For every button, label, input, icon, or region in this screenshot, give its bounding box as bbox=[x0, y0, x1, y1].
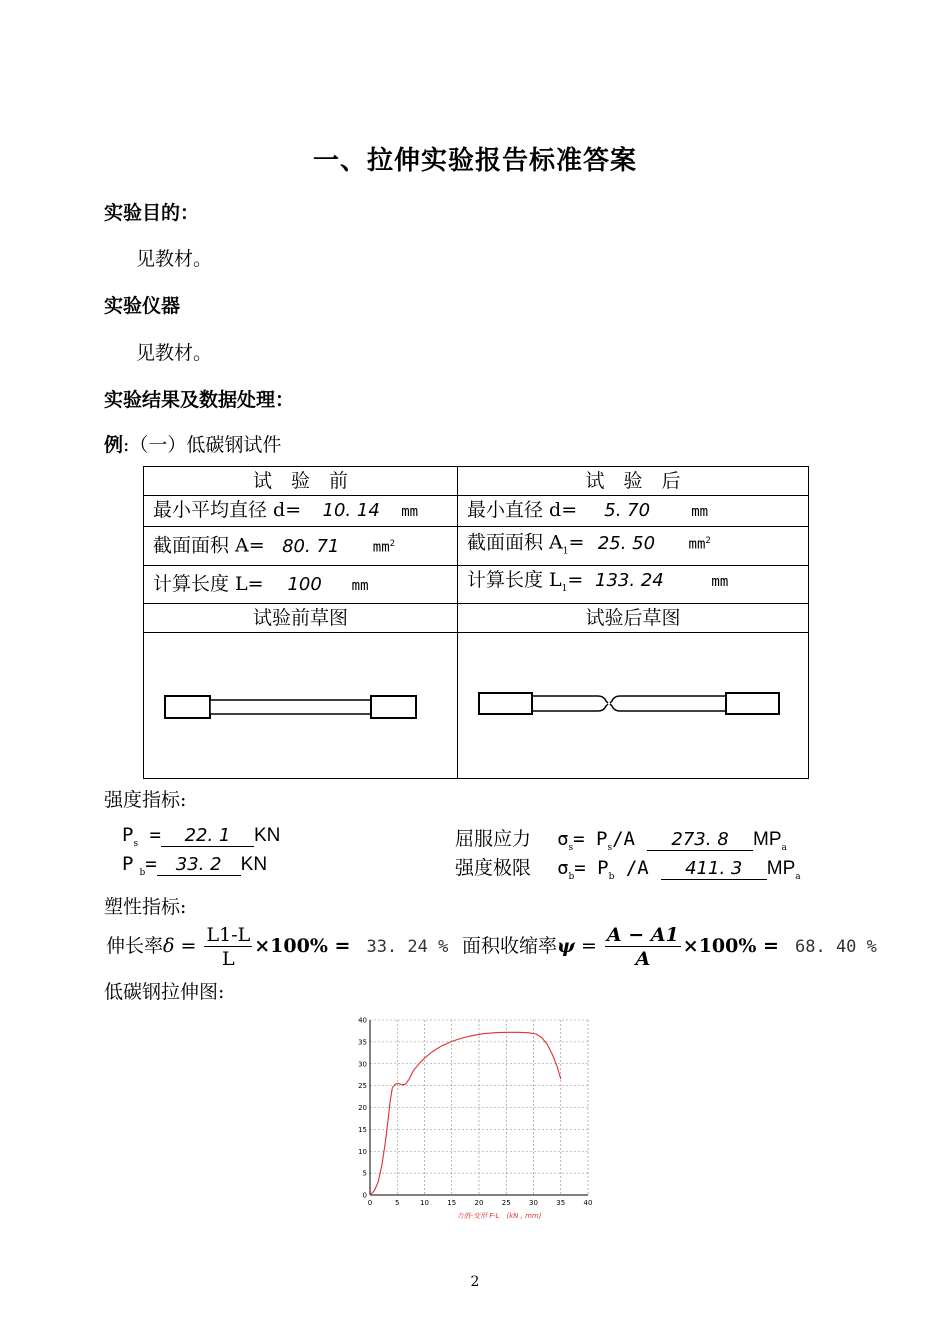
ultimate-label: 强度极限 bbox=[455, 857, 532, 879]
grip-left bbox=[479, 693, 532, 714]
sketch-before-cell bbox=[144, 633, 458, 779]
area-after-value: 25. 50 bbox=[597, 532, 656, 554]
sketch-after-specimen bbox=[458, 633, 808, 778]
length-before-unit: mm bbox=[351, 577, 369, 594]
y-tick-label: 0 bbox=[362, 1191, 367, 1200]
reduction-denominator: A bbox=[635, 947, 651, 970]
diameter-after-unit: mm bbox=[691, 504, 709, 520]
pb-symbol: P bbox=[122, 853, 134, 875]
grip-right bbox=[726, 693, 779, 714]
area-before-unit bbox=[373, 530, 395, 562]
ultimate-value: 411. 3 bbox=[661, 859, 767, 880]
yield-label: 屈服应力 bbox=[455, 828, 532, 850]
series-line-F-L bbox=[370, 1032, 561, 1195]
x-tick-label: 15 bbox=[447, 1199, 457, 1207]
x-tick-label: 40 bbox=[583, 1199, 592, 1207]
ultimate-sigma: σ bbox=[557, 857, 569, 879]
length-after-sub: 1 bbox=[561, 584, 568, 595]
ultimate-psub: b bbox=[608, 871, 615, 882]
diameter-before-value: 10. 14 bbox=[322, 500, 380, 521]
ultimate-formula: = P bbox=[574, 857, 609, 879]
ps-value: 22. 1 bbox=[161, 826, 254, 847]
pb-eq: = bbox=[145, 853, 157, 875]
x-tick-label: 0 bbox=[367, 1199, 373, 1207]
yield-line bbox=[455, 824, 787, 853]
area-after-label: 截面面积 A bbox=[467, 531, 563, 554]
y-tick-label: 30 bbox=[358, 1060, 367, 1069]
area-before-unit-sup: 2 bbox=[389, 539, 396, 550]
ultimate-unit: MP bbox=[766, 858, 796, 879]
example-label bbox=[104, 430, 281, 457]
elongation-numerator: L1-L bbox=[206, 923, 251, 946]
area-before-unit-text: mm bbox=[372, 540, 390, 557]
diameter-after-value: 5. 70 bbox=[604, 500, 651, 521]
reduction-numerator: A − A1 bbox=[606, 923, 679, 946]
yield-unit-sub: a bbox=[781, 842, 787, 853]
pb-unit: KN bbox=[240, 854, 268, 875]
page-number: 2 bbox=[470, 1274, 480, 1290]
y-tick-label: 25 bbox=[358, 1082, 367, 1091]
x-tick-label: 30 bbox=[529, 1199, 538, 1207]
elongation-label: 伸长率 bbox=[106, 935, 164, 957]
length-after-unit: mm bbox=[711, 574, 729, 591]
length-before-label: 计算长度 L= bbox=[153, 572, 264, 595]
grip-left bbox=[165, 696, 210, 718]
neck-bottom bbox=[532, 704, 726, 711]
example-text: :（一）低碳钢试件 bbox=[123, 434, 282, 456]
page-title: 一、拉伸实验报告标准答案 bbox=[312, 146, 637, 176]
pb-value: 33. 2 bbox=[157, 855, 241, 876]
ultimate-line bbox=[455, 853, 801, 882]
tensile-curve-chart bbox=[352, 1012, 592, 1222]
reduction-eq: = bbox=[580, 935, 597, 957]
instrument-heading: 实验仪器 bbox=[104, 295, 181, 317]
ps-unit: KN bbox=[253, 825, 281, 846]
chart-series bbox=[370, 1032, 561, 1195]
yield-sigma: σ bbox=[557, 828, 569, 850]
ps-sub: s bbox=[133, 838, 139, 849]
elongation-factor: ×100% = bbox=[254, 935, 351, 957]
ultimate-unit-sub: a bbox=[795, 871, 801, 882]
area-after-unit-text: mm bbox=[688, 536, 706, 553]
instrument-text: 见教材。 bbox=[136, 342, 213, 364]
elongation-formula bbox=[106, 918, 448, 974]
diameter-before-label: 最小平均直径 d= bbox=[153, 499, 302, 521]
pb-sub: b bbox=[139, 867, 146, 878]
row-diameter-before bbox=[144, 496, 458, 527]
y-tick-label: 15 bbox=[358, 1125, 367, 1134]
elongation-value: 33. 24 % bbox=[366, 937, 449, 957]
length-before-value: 100 bbox=[287, 573, 322, 595]
y-tick-label: 35 bbox=[358, 1038, 367, 1047]
header-after: 试 验 后 bbox=[458, 467, 809, 496]
yield-psub: s bbox=[607, 842, 613, 853]
ps-eq: = bbox=[138, 824, 161, 846]
yield-div: /A bbox=[612, 828, 635, 850]
length-after-eq: = bbox=[567, 569, 584, 592]
ps-line bbox=[122, 824, 280, 849]
elongation-eq: = bbox=[180, 935, 197, 957]
yield-sub: s bbox=[568, 842, 574, 853]
purpose-heading: 实验目的： bbox=[104, 202, 200, 224]
sketch-after-cell bbox=[458, 633, 809, 779]
length-after-label: 计算长度 L bbox=[467, 569, 562, 592]
purpose-text: 见教材。 bbox=[136, 248, 213, 270]
y-tick-label: 10 bbox=[358, 1147, 367, 1156]
x-tick-label: 20 bbox=[474, 1199, 484, 1207]
x-tick-label: 10 bbox=[420, 1199, 429, 1207]
sketch-before-label: 试验前草图 bbox=[144, 604, 458, 633]
chart-ticks bbox=[358, 1017, 592, 1208]
yield-unit: MP bbox=[753, 829, 782, 850]
curve-heading: 低碳钢拉伸图: bbox=[104, 981, 225, 1003]
grip-right bbox=[371, 696, 416, 718]
reduction-label: 面积收缩率 bbox=[462, 935, 558, 957]
results-heading: 实验结果及数据处理： bbox=[104, 389, 295, 411]
y-tick-label: 5 bbox=[362, 1169, 367, 1178]
y-tick-label: 20 bbox=[358, 1104, 367, 1112]
sketch-after-label: 试验后草图 bbox=[458, 604, 809, 633]
elongation-denominator: L bbox=[222, 947, 235, 970]
reduction-value: 68. 40 % bbox=[795, 937, 877, 957]
area-before-label: 截面面积 A= bbox=[153, 535, 265, 558]
area-after-unit-sup: 2 bbox=[705, 536, 711, 546]
reduction-fraction bbox=[605, 924, 681, 971]
area-before-value: 80. 71 bbox=[282, 536, 340, 558]
yield-value: 273. 8 bbox=[647, 830, 753, 851]
y-tick-label: 40 bbox=[358, 1016, 367, 1025]
yield-formula: = P bbox=[573, 828, 608, 850]
length-after-value: 133. 24 bbox=[595, 570, 664, 592]
x-tick-label: 25 bbox=[501, 1199, 511, 1207]
area-after-unit bbox=[689, 527, 711, 559]
strength-heading: 强度指标: bbox=[104, 789, 187, 811]
row-diameter-after bbox=[458, 496, 809, 527]
elongation-fraction bbox=[204, 924, 252, 971]
x-tick-label: 35 bbox=[556, 1199, 566, 1207]
ultimate-sub: b bbox=[568, 871, 575, 882]
row-length-before bbox=[144, 566, 458, 604]
area-after-sub: 1 bbox=[562, 546, 569, 557]
reduction-formula bbox=[462, 918, 877, 974]
pb-line bbox=[122, 853, 267, 878]
diameter-after-label: 最小直径 d= bbox=[467, 499, 578, 521]
specimen-table bbox=[143, 466, 809, 779]
row-length-after bbox=[458, 566, 809, 604]
reduction-factor: ×100% = bbox=[682, 935, 779, 957]
row-area-before bbox=[144, 527, 458, 566]
ps-symbol: P bbox=[122, 824, 134, 846]
chart-x-label: 力值-变形 F-L (kN , mm) bbox=[456, 1212, 542, 1220]
header-before: 试 验 前 bbox=[144, 467, 458, 496]
plasticity-heading: 塑性指标: bbox=[104, 896, 187, 918]
elongation-symbol: δ bbox=[163, 935, 175, 957]
chart-grid bbox=[370, 1020, 588, 1195]
diameter-before-unit: mm bbox=[401, 504, 419, 520]
sketch-before-specimen bbox=[144, 633, 457, 778]
neck-top bbox=[532, 696, 726, 703]
example-prefix: 例 bbox=[104, 434, 124, 456]
x-tick-label: 5 bbox=[395, 1199, 400, 1207]
ultimate-div: /A bbox=[614, 857, 649, 879]
gauge-section bbox=[210, 700, 371, 714]
row-area-after bbox=[458, 527, 809, 566]
area-after-eq: = bbox=[568, 531, 585, 554]
reduction-symbol: ψ bbox=[557, 935, 575, 957]
